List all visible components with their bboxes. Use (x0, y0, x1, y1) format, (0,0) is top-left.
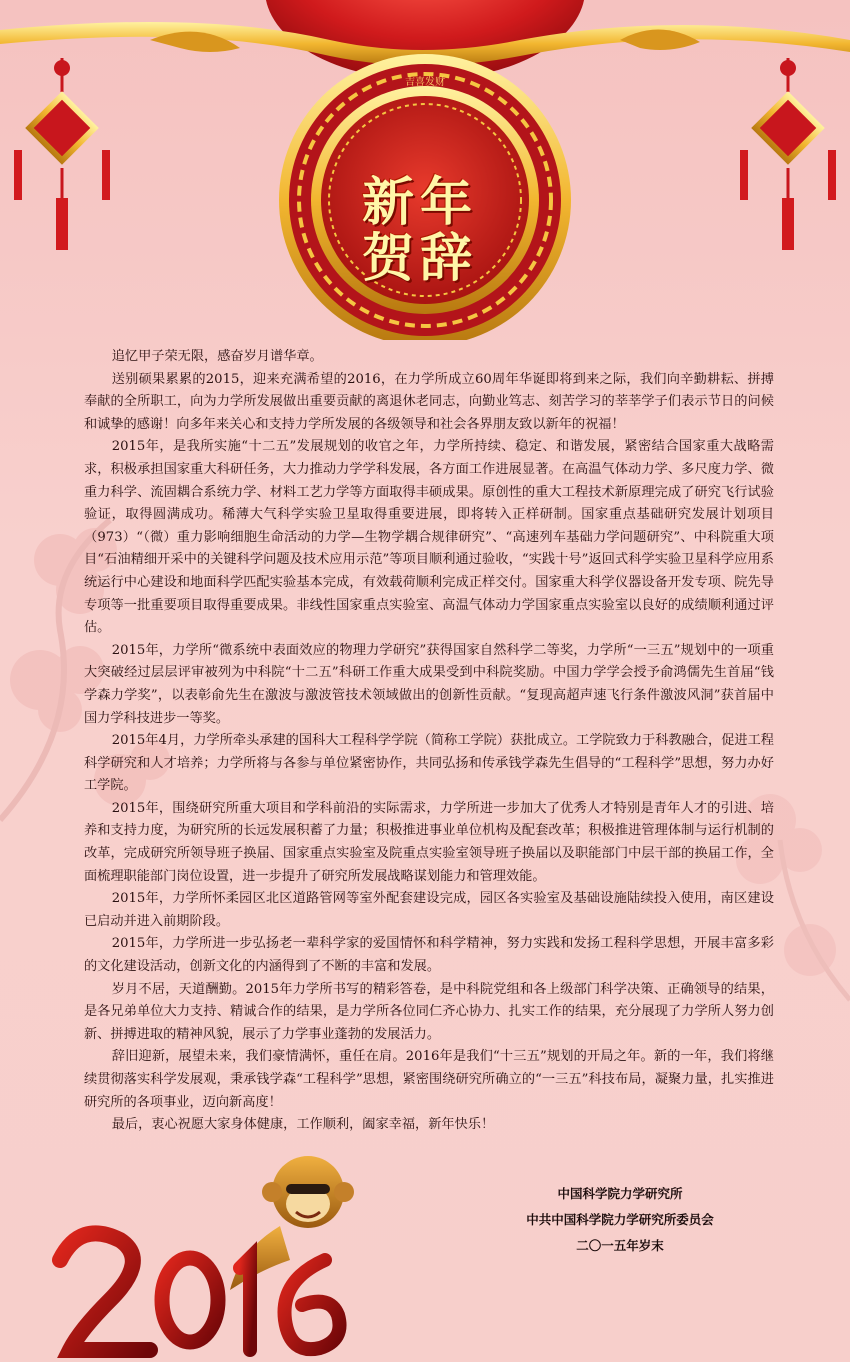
badge-title-line2: 贺辞 (361, 229, 478, 289)
signature-institute: 中国科学院力学研究所 (557, 1186, 683, 1201)
letter-body (84, 346, 774, 1137)
letter-paragraph: 2015年，力学所进一步弘扬老一辈科学家的爱国情怀和科学精神，努力实践和发扬工程科学思想，开展丰富多彩的文化建设活动，创新文化的内涵得到了不断的丰富和发展。 (84, 936, 774, 975)
letter-paragraph: 2015年，力学所怀柔园区北区道路管网等室外配套建设完成，园区各实验室及基础设施陆续投入使用，南区建设已启动并进入前期阶段。 (84, 891, 774, 929)
letter-paragraph: 2015年，是我所实施“十二五”发展规划的收官之年，力学所持续、稳定、和谐发展，紧密结合国家重大战略需求，积极承担国家重大科研任务，大力推动力学学科发展，各方面工作进展显著。在高温气体动力学、多尺度力学、微重力科学、流固耦合系统力学、材料工艺力学等方面取得丰硕成果。原创性的重大工程技术新原理完成了研究飞行试验验证，取得圆满成功。稀薄大气科学实验卫星取得重要进展，即将转入正样研制。国家重点基础研究发展计划项目（973）“（微）重力影响细胞生命活动的力学—生物学耦合规律研究”、“高速列车基础力学问题研究”、中科院重大项目“石油精细开采中的关键科学问题及技术应用示范”等项目顺利通过验收，“实践十号”返回式科学实验卫星科学应用系统运行中心建设和地面科学匹配实验基本完成，有效载荷顺利完成正样交付。国家重大科学仪器设备开发专项、院先导专项等一批重要项目取得重要成果。非线性国家重点实验室、高温气体动力学国家重点实验室以良好的成绩顺利通过评估。 (84, 439, 774, 636)
letter-paragraph: 送别硕果累累的2015，迎来充满希望的2016，在力学所成立60周年华诞即将到来之际，我们向辛勤耕耘、拼搏奉献的全所职工，向为力学所发展做出重要贡献的离退休老同志，向勤业笃志、刻苦学习的莘莘学子们表示节日的问候和诚挚的感谢！向多年来关心和支持力学所发展的各级领导和社会各界朋友致以新年的祝福！ (84, 371, 774, 432)
letter-paragraph: 辞旧迎新，展望未来，我们豪情满怀，重任在肩。2016年是我们“十三五”规划的开局之年。新的一年，我们将继续贯彻落实科学发展观，秉承钱学森“工程科学”思想，紧密围绕研究所确立的“一三五”科技布局，凝聚力量，扎实推进研究所的各项事业，迈向新高度！ (84, 1049, 774, 1110)
letter-paragraph: 最后，衷心祝愿大家身体健康，工作顺利，阖家幸福，新年快乐！ (111, 1117, 495, 1133)
letter-paragraph: 岁月不居，天道酬勤。2015年力学所书写的精彩答卷，是中科院党组和各上级部门科学决策、正确领导的结果，是各兄弟单位大力支持、精诚合作的结果，是力学所各位同仁齐心协力、扎实工作的结果，充分展现了力学所人努力创新、拼搏进取的精神风貌，展示了力学事业蓬勃的发展活力。 (84, 981, 774, 1042)
badge-title-line1: 新年 (361, 173, 478, 233)
letter-paragraph: 追忆甲子荣无限，感奋岁月谱华章。 (111, 349, 323, 364)
signature-block (490, 1181, 750, 1259)
letter-paragraph: 2015年，围绕研究所重大项目和学科前沿的实际需求，力学所进一步加大了优秀人才特别是青年人才的引进、培养和支持力度，为研究所的长远发展积蓄了力量；积极推进事业单位机构及配套改革；积极推进管理体制与运行机制的改革，完成研究所领导班子换届、国家重点实验室及院重点实验室领导班子换届以及职能部门中层干部的换届工作，全面梳理职能部门岗位设置，进一步提升了研究所发展战略谋划能力和管理效能。 (84, 800, 774, 884)
signature-committee: 中共中国科学院力学研究所委员会 (526, 1212, 714, 1227)
lantern-tag: 吉喜发财 (405, 77, 445, 88)
letter-paragraph: 2015年，力学所“微系统中表面效应的物理力学研究”获得国家自然科学二等奖，力学所“一三五”规划中的一项重大突破经过层层评审被列为中科院“十二五”科研工作重大成果受到中科院奖励。中国力学学会授予俞鸿儒先生首届“钱学森力学奖”，以表彰俞先生在激波与激波管技术领域做出的创新性贡献。“复现高超声速飞行条件激波风洞”获首届中国力学科技进步一等奖。 (84, 642, 774, 726)
signature-date: 二〇一五年岁末 (576, 1238, 664, 1253)
letter-paragraph: 2015年4月，力学所牵头承建的国科大工程科学学院（简称工学院）获批成立。工学院致力于科教融合，促进工程科学研究和人才培养；力学所将与各参与单位紧密协作，共同弘扬和传承钱学森先生倡导的“工程科学”思想，努力办好工学院。 (84, 733, 774, 794)
monkey-2016-art (40, 1150, 360, 1362)
